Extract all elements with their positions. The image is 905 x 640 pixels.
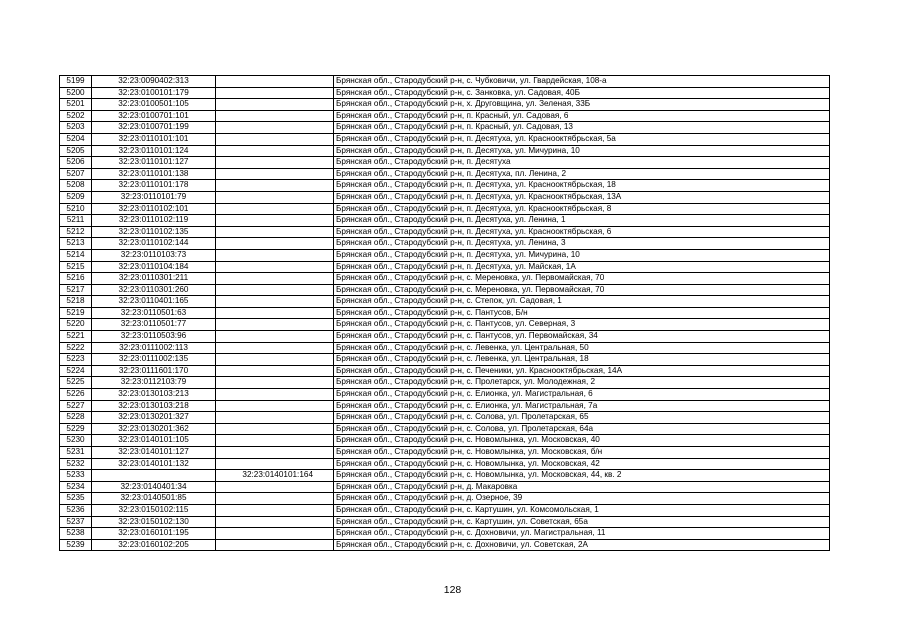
table-row [60, 342, 830, 354]
cadastral-number-alt-cell [216, 157, 334, 169]
row-number-cell: 5229 [60, 423, 92, 435]
row-number-cell: 5208 [60, 180, 92, 192]
row-number-cell: 5214 [60, 249, 92, 261]
address-cell: Брянская обл., Стародубский р-н, с. Картушин, ул. Советская, 65а [334, 516, 830, 528]
cadastral-number-alt-cell [216, 516, 334, 528]
address-cell: Брянская обл., Стародубский р-н, с. Мереновка, ул. Первомайская, 70 [334, 273, 830, 285]
cadastral-number-alt-cell [216, 273, 334, 285]
cadastral-number-alt-cell [216, 365, 334, 377]
table-row [60, 458, 830, 470]
cadastral-number-alt-cell [216, 493, 334, 505]
table-row [60, 296, 830, 308]
address-cell: Брянская обл., Стародубский р-н, п. Десятуха, ул. Краснооктябрьская, 5а [334, 133, 830, 145]
row-number-cell: 5238 [60, 528, 92, 540]
address-cell: Брянская обл., Стародубский р-н, п. Десятуха, ул. Майская, 1А [334, 261, 830, 273]
cadastral-number-cell: 32:23:0160102:205 [92, 539, 216, 551]
cadastral-number-cell: 32:23:0140101:132 [92, 458, 216, 470]
cadastral-number-alt-cell [216, 307, 334, 319]
cadastral-number-alt-cell [216, 539, 334, 551]
table-row [60, 539, 830, 551]
cadastral-number-cell: 32:23:0111002:135 [92, 354, 216, 366]
table-row [60, 435, 830, 447]
address-cell: Брянская обл., Стародубский р-н, х. Друговщина, ул. Зеленая, 33Б [334, 99, 830, 111]
cadastral-number-cell: 32:23:0110101:101 [92, 133, 216, 145]
address-cell: Брянская обл., Стародубский р-н, с. Солова, ул. Пролетарская, 64а [334, 423, 830, 435]
cadastral-number-cell: 32:23:0140101:105 [92, 435, 216, 447]
address-cell: Брянская обл., Стародубский р-н, с. Елионка, ул. Магистральная, 6 [334, 389, 830, 401]
cadastral-number-alt-cell: 32:23:0140101:164 [216, 470, 334, 482]
row-number-cell: 5237 [60, 516, 92, 528]
address-cell: Брянская обл., Стародубский р-н, с. Пролетарск, ул. Молодежная, 2 [334, 377, 830, 389]
registry-table-body [60, 76, 830, 551]
cadastral-number-alt-cell [216, 261, 334, 273]
address-cell: Брянская обл., Стародубский р-н, п. Десятуха, ул. Краснооктябрьская, 8 [334, 203, 830, 215]
address-cell: Брянская обл., Стародубский р-н, с. Пантусов, Б/н [334, 307, 830, 319]
address-cell: Брянская обл., Стародубский р-н, п. Красный, ул. Садовая, 13 [334, 122, 830, 134]
cadastral-number-cell: 32:23:0110101:178 [92, 180, 216, 192]
table-row [60, 528, 830, 540]
row-number-cell: 5203 [60, 122, 92, 134]
cadastral-number-cell: 32:23:0110503:96 [92, 331, 216, 343]
cadastral-number-alt-cell [216, 481, 334, 493]
cadastral-number-cell: 32:23:0111002:113 [92, 342, 216, 354]
table-row [60, 365, 830, 377]
address-cell: Брянская обл., Стародубский р-н, п. Десятуха [334, 157, 830, 169]
address-cell: Брянская обл., Стародубский р-н, с. Левенка, ул. Центральная, 50 [334, 342, 830, 354]
address-cell: Брянская обл., Стародубский р-н, д. Озерное, 39 [334, 493, 830, 505]
table-row [60, 377, 830, 389]
cadastral-number-alt-cell [216, 504, 334, 516]
address-cell: Брянская обл., Стародубский р-н, п. Красный, ул. Садовая, 6 [334, 110, 830, 122]
cadastral-number-cell: 32:23:0160101:195 [92, 528, 216, 540]
row-number-cell: 5216 [60, 273, 92, 285]
row-number-cell: 5236 [60, 504, 92, 516]
cadastral-number-alt-cell [216, 319, 334, 331]
address-cell: Брянская обл., Стародубский р-н, с. Солова, ул. Пролетарская, 65 [334, 412, 830, 424]
address-cell: Брянская обл., Стародубский р-н, п. Десятуха, пл. Ленина, 2 [334, 168, 830, 180]
cadastral-number-alt-cell [216, 226, 334, 238]
cadastral-number-alt-cell [216, 412, 334, 424]
address-cell: Брянская обл., Стародубский р-н, с. Пантусов, ул. Северная, 3 [334, 319, 830, 331]
cadastral-number-cell: 32:23:0130201:362 [92, 423, 216, 435]
row-number-cell: 5217 [60, 284, 92, 296]
address-cell: Брянская обл., Стародубский р-н, п. Десятуха, ул. Ленина, 3 [334, 238, 830, 250]
table-row [60, 145, 830, 157]
row-number-cell: 5222 [60, 342, 92, 354]
cadastral-number-alt-cell [216, 133, 334, 145]
cadastral-number-cell: 32:23:0110101:138 [92, 168, 216, 180]
row-number-cell: 5218 [60, 296, 92, 308]
cadastral-number-cell: 32:23:0110102:135 [92, 226, 216, 238]
address-cell: Брянская обл., Стародубский р-н, п. Десятуха, ул. Мичурина, 10 [334, 249, 830, 261]
row-number-cell: 5230 [60, 435, 92, 447]
cadastral-number-alt-cell [216, 238, 334, 250]
cadastral-number-alt-cell [216, 145, 334, 157]
table-row [60, 470, 830, 482]
cadastral-number-cell: 32:23:0110102:119 [92, 215, 216, 227]
cadastral-number-alt-cell [216, 528, 334, 540]
row-number-cell: 5225 [60, 377, 92, 389]
table-row [60, 447, 830, 459]
table-row [60, 516, 830, 528]
table-row [60, 122, 830, 134]
cadastral-number-cell: 32:23:0110101:127 [92, 157, 216, 169]
row-number-cell: 5228 [60, 412, 92, 424]
cadastral-number-alt-cell [216, 342, 334, 354]
row-number-cell: 5234 [60, 481, 92, 493]
cadastral-number-alt-cell [216, 400, 334, 412]
table-row [60, 504, 830, 516]
cadastral-number-cell: 32:23:0100101:179 [92, 87, 216, 99]
table-row [60, 203, 830, 215]
row-number-cell: 5226 [60, 389, 92, 401]
table-row [60, 319, 830, 331]
cadastral-number-alt-cell [216, 435, 334, 447]
address-cell: Брянская обл., Стародубский р-н, с. Печеники, ул. Краснооктябрьская, 14А [334, 365, 830, 377]
address-cell: Брянская обл., Стародубский р-н, с. Пантусов, ул. Первомайская, 34 [334, 331, 830, 343]
cadastral-number-alt-cell [216, 203, 334, 215]
address-cell: Брянская обл., Стародубский р-н, с. Новомлынка, ул. Московская, 44, кв. 2 [334, 470, 830, 482]
cadastral-number-cell: 32:23:0150102:130 [92, 516, 216, 528]
cadastral-number-cell: 32:23:0110102:101 [92, 203, 216, 215]
cadastral-number-cell: 32:23:0110301:260 [92, 284, 216, 296]
cadastral-number-alt-cell [216, 354, 334, 366]
address-cell: Брянская обл., Стародубский р-н, с. Картушин, ул. Комсомольская, 1 [334, 504, 830, 516]
cadastral-number-alt-cell [216, 110, 334, 122]
table-row [60, 157, 830, 169]
table-row [60, 99, 830, 111]
address-cell: Брянская обл., Стародубский р-н, п. Десятуха, ул. Краснооктябрьская, 6 [334, 226, 830, 238]
address-cell: Брянская обл., Стародубский р-н, с. Левенка, ул. Центральная, 18 [334, 354, 830, 366]
cadastral-number-cell: 32:23:0110501:63 [92, 307, 216, 319]
cadastral-number-alt-cell [216, 191, 334, 203]
table-row [60, 133, 830, 145]
row-number-cell: 5209 [60, 191, 92, 203]
address-cell: Брянская обл., Стародубский р-н, с. Степок, ул. Садовая, 1 [334, 296, 830, 308]
address-cell: Брянская обл., Стародубский р-н, п. Десятуха, ул. Мичурина, 10 [334, 145, 830, 157]
row-number-cell: 5239 [60, 539, 92, 551]
row-number-cell: 5224 [60, 365, 92, 377]
row-number-cell: 5231 [60, 447, 92, 459]
cadastral-number-alt-cell [216, 87, 334, 99]
row-number-cell: 5205 [60, 145, 92, 157]
table-row [60, 180, 830, 192]
cadastral-number-cell: 32:23:0090402:313 [92, 76, 216, 88]
cadastral-number-alt-cell [216, 76, 334, 88]
row-number-cell: 5206 [60, 157, 92, 169]
cadastral-number-cell: 32:23:0110102:144 [92, 238, 216, 250]
cadastral-number-alt-cell [216, 377, 334, 389]
cadastral-number-alt-cell [216, 168, 334, 180]
row-number-cell: 5207 [60, 168, 92, 180]
address-cell: Брянская обл., Стародубский р-н, с. Чубковичи, ул. Гвардейская, 108-а [334, 76, 830, 88]
table-row [60, 307, 830, 319]
table-row [60, 191, 830, 203]
cadastral-number-cell: 32:23:0140401:34 [92, 481, 216, 493]
cadastral-number-cell: 32:23:0130201:327 [92, 412, 216, 424]
cadastral-number-cell: 32:23:0140501:85 [92, 493, 216, 505]
registry-table [59, 75, 830, 551]
cadastral-number-cell: 32:23:0110101:79 [92, 191, 216, 203]
row-number-cell: 5227 [60, 400, 92, 412]
address-cell: Брянская обл., Стародубский р-н, с. Новомлынка, ул. Московская, 42 [334, 458, 830, 470]
table-row [60, 481, 830, 493]
address-cell: Брянская обл., Стародубский р-н, с. Елионка, ул. Магистральная, 7а [334, 400, 830, 412]
row-number-cell: 5223 [60, 354, 92, 366]
cadastral-number-alt-cell [216, 180, 334, 192]
table-row [60, 423, 830, 435]
table-row [60, 76, 830, 88]
address-cell: Брянская обл., Стародубский р-н, с. Дохновичи, ул. Магистральная, 11 [334, 528, 830, 540]
cadastral-number-cell: 32:23:0110301:211 [92, 273, 216, 285]
address-cell: Брянская обл., Стародубский р-н, с. Дохновичи, ул. Советская, 2А [334, 539, 830, 551]
row-number-cell: 5219 [60, 307, 92, 319]
cadastral-number-alt-cell [216, 447, 334, 459]
cadastral-number-alt-cell [216, 122, 334, 134]
row-number-cell: 5210 [60, 203, 92, 215]
cadastral-number-cell: 32:23:0140101:127 [92, 447, 216, 459]
row-number-cell: 5202 [60, 110, 92, 122]
cadastral-number-alt-cell [216, 458, 334, 470]
cadastral-number-alt-cell [216, 296, 334, 308]
address-cell: Брянская обл., Стародубский р-н, д. Макаровка [334, 481, 830, 493]
cadastral-number-cell: 32:23:0110104:184 [92, 261, 216, 273]
row-number-cell: 5213 [60, 238, 92, 250]
table-row [60, 215, 830, 227]
row-number-cell: 5221 [60, 331, 92, 343]
table-row [60, 110, 830, 122]
cadastral-number-cell: 32:23:0111601:170 [92, 365, 216, 377]
table-row [60, 389, 830, 401]
cadastral-number-cell: 32:23:0100501:105 [92, 99, 216, 111]
row-number-cell: 5232 [60, 458, 92, 470]
cadastral-number-cell: 32:23:0100701:101 [92, 110, 216, 122]
address-cell: Брянская обл., Стародубский р-н, п. Десятуха, ул. Краснооктябрьская, 18 [334, 180, 830, 192]
row-number-cell: 5233 [60, 470, 92, 482]
cadastral-number-alt-cell [216, 331, 334, 343]
address-cell: Брянская обл., Стародубский р-н, с. Новомлынка, ул. Московская, б/н [334, 447, 830, 459]
cadastral-number-cell: 32:23:0110103:73 [92, 249, 216, 261]
row-number-cell: 5211 [60, 215, 92, 227]
table-row [60, 284, 830, 296]
row-number-cell: 5235 [60, 493, 92, 505]
table-row [60, 493, 830, 505]
table-row [60, 273, 830, 285]
table-row [60, 226, 830, 238]
page-number: 128 [443, 584, 462, 596]
cadastral-number-alt-cell [216, 389, 334, 401]
cadastral-number-alt-cell [216, 99, 334, 111]
row-number-cell: 5201 [60, 99, 92, 111]
cadastral-number-alt-cell [216, 215, 334, 227]
cadastral-number-cell: 32:23:0110101:124 [92, 145, 216, 157]
table-row [60, 249, 830, 261]
table-row [60, 261, 830, 273]
cadastral-number-alt-cell [216, 423, 334, 435]
cadastral-number-cell [92, 470, 216, 482]
row-number-cell: 5215 [60, 261, 92, 273]
address-cell: Брянская обл., Стародубский р-н, с. Мереновка, ул. Первомайская, 70 [334, 284, 830, 296]
cadastral-number-cell: 32:23:0110501:77 [92, 319, 216, 331]
table-row [60, 400, 830, 412]
address-cell: Брянская обл., Стародубский р-н, п. Десятуха, ул. Ленина, 1 [334, 215, 830, 227]
cadastral-number-cell: 32:23:0100701:199 [92, 122, 216, 134]
table-row [60, 354, 830, 366]
address-cell: Брянская обл., Стародубский р-н, с. Занковка, ул. Садовая, 40Б [334, 87, 830, 99]
cadastral-number-alt-cell [216, 249, 334, 261]
row-number-cell: 5200 [60, 87, 92, 99]
cadastral-number-cell: 32:23:0130103:213 [92, 389, 216, 401]
table-row [60, 412, 830, 424]
cadastral-number-cell: 32:23:0110401:165 [92, 296, 216, 308]
row-number-cell: 5204 [60, 133, 92, 145]
address-cell: Брянская обл., Стародубский р-н, п. Десятуха, ул. Краснооктябрьская, 13А [334, 191, 830, 203]
row-number-cell: 5220 [60, 319, 92, 331]
row-number-cell: 5199 [60, 76, 92, 88]
address-cell: Брянская обл., Стародубский р-н, с. Новомлынка, ул. Московская, 40 [334, 435, 830, 447]
row-number-cell: 5212 [60, 226, 92, 238]
table-row [60, 87, 830, 99]
cadastral-number-alt-cell [216, 284, 334, 296]
cadastral-number-cell: 32:23:0150102:115 [92, 504, 216, 516]
cadastral-number-cell: 32:23:0112103:79 [92, 377, 216, 389]
table-row [60, 331, 830, 343]
cadastral-number-cell: 32:23:0130103:218 [92, 400, 216, 412]
table-row [60, 238, 830, 250]
table-row [60, 168, 830, 180]
